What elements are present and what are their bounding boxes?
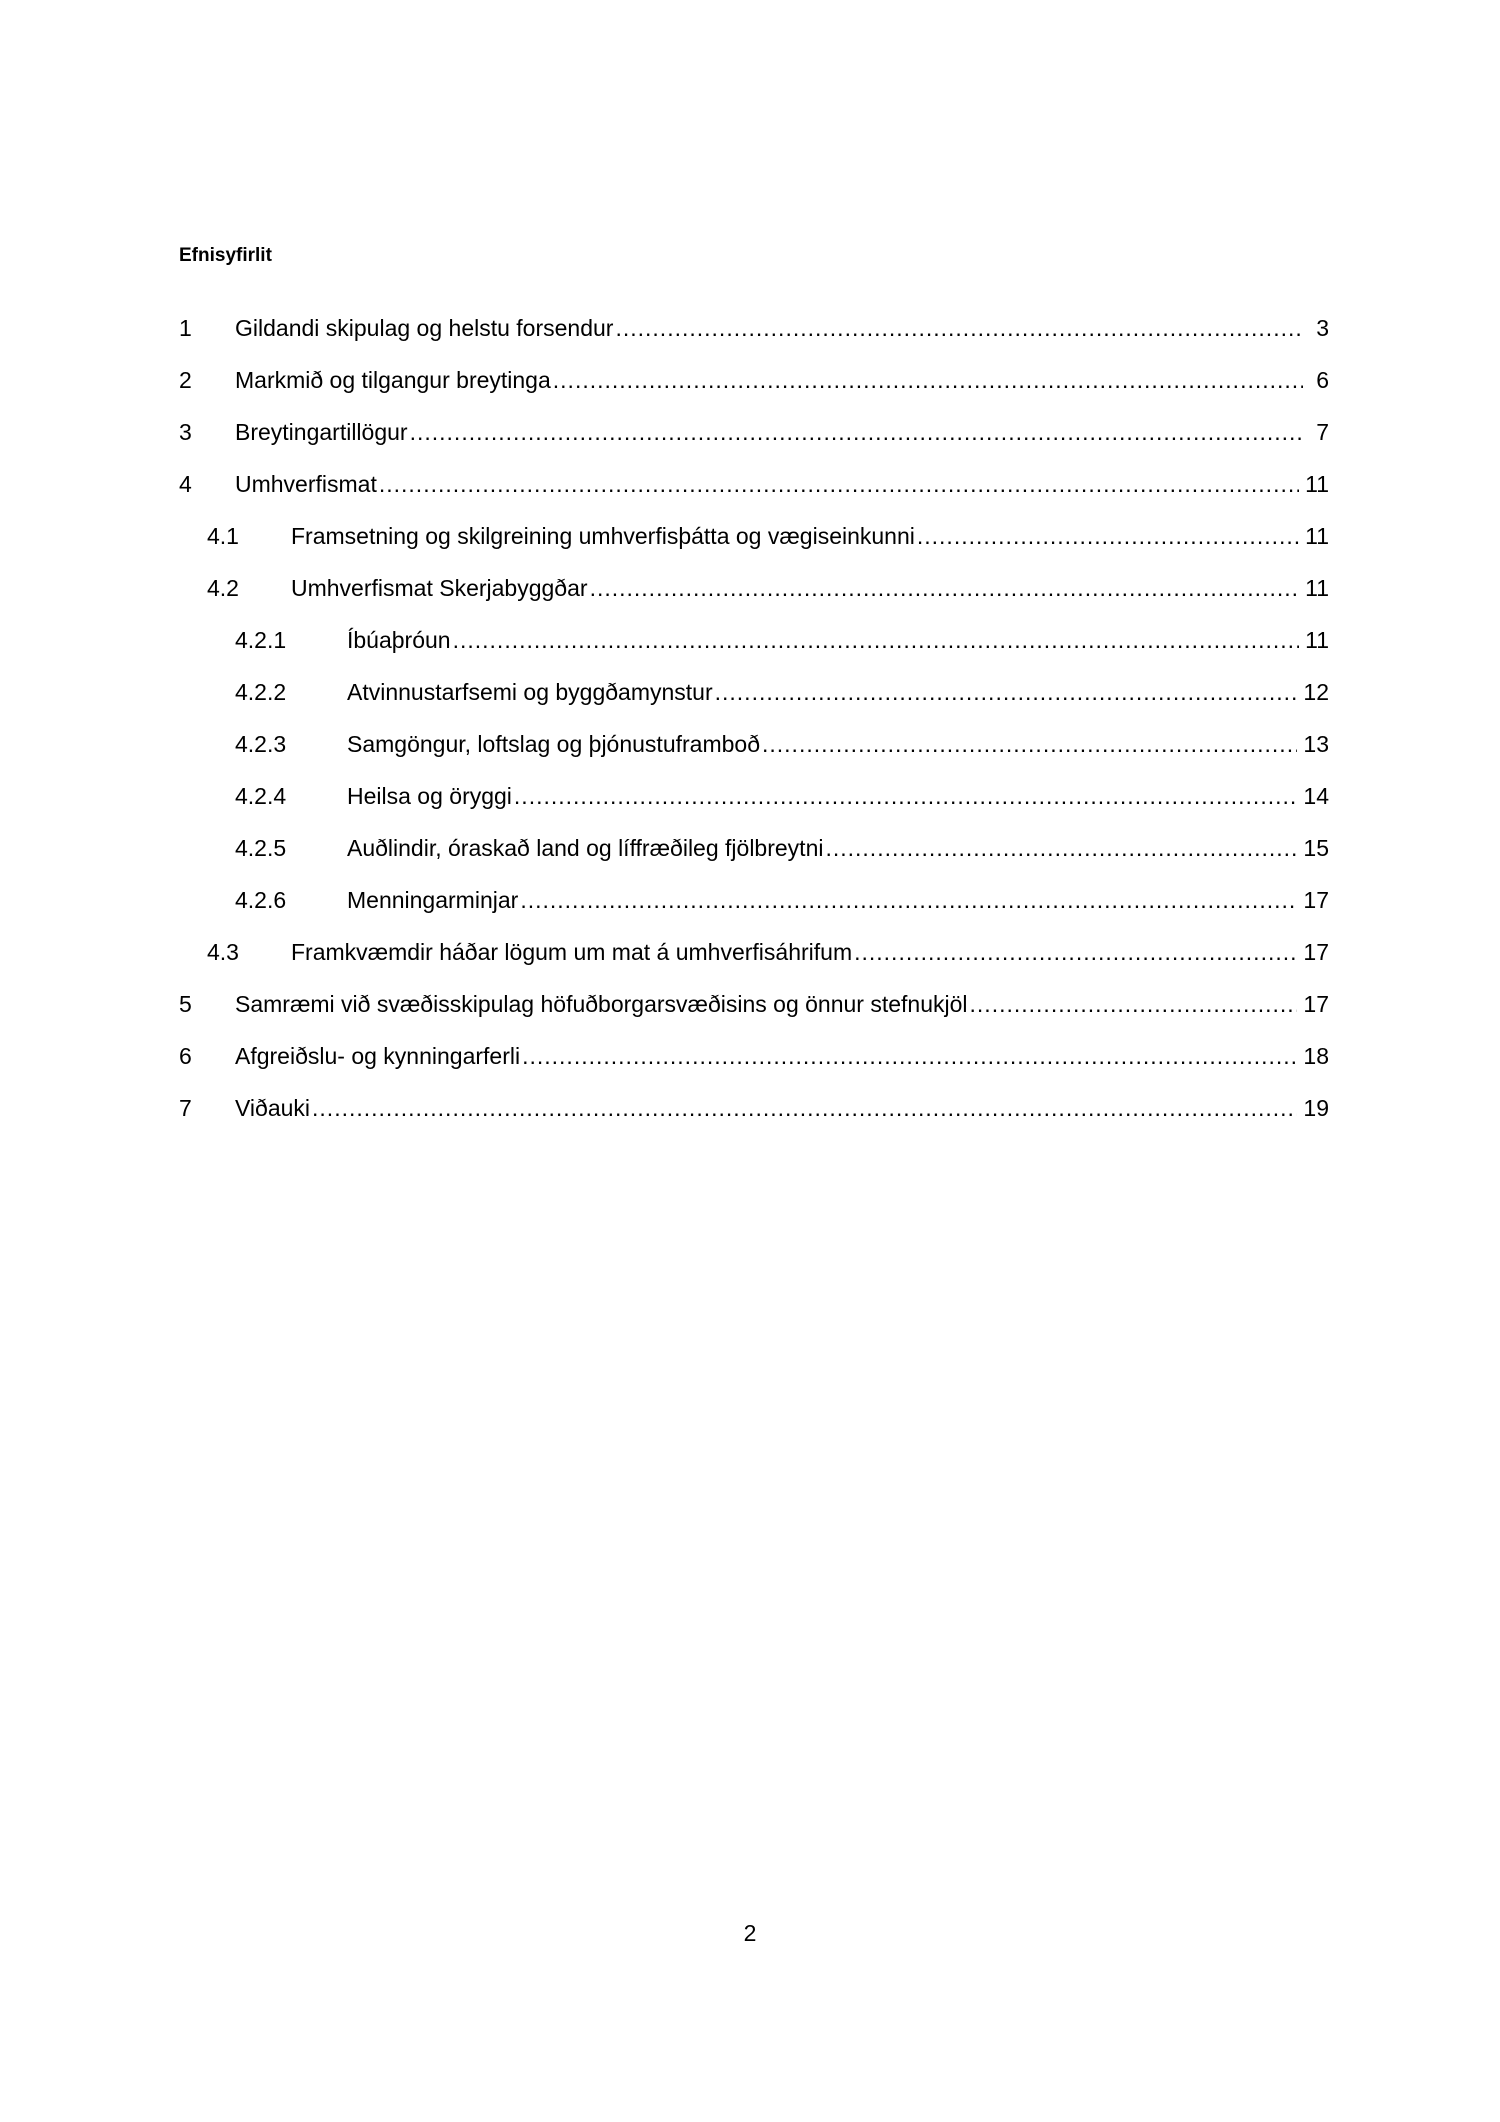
toc-entry-page: 6 [1316,367,1329,393]
toc-entry[interactable] [179,978,1329,1030]
toc-dot-leader [553,365,1303,395]
toc-entry-page: 14 [1303,783,1329,809]
toc-dot-leader [854,937,1297,967]
toc-entry-page: 17 [1303,887,1329,913]
toc-entry-page: 15 [1303,835,1329,861]
toc-entry[interactable] [179,874,1329,926]
toc-dot-leader [825,833,1297,863]
toc-dot-leader [453,625,1300,655]
toc-entry-number: 4.3 [207,939,239,965]
toc-entry-title: Auðlindir, óraskað land og líffræðileg fjölbreytni [347,835,824,861]
toc-entry-number: 4.2.6 [235,887,287,913]
toc-entry-page: 17 [1303,991,1329,1017]
toc-dot-leader [970,989,1298,1019]
toc-entry-title: Framsetning og skilgreining umhverfisþátta og vægiseinkunni [291,523,915,549]
toc-entry-title: Framkvæmdir háðar lögum um mat á umhverfisáhrifum [291,939,853,965]
page-number: 2 [743,1920,757,1946]
toc-entry-page: 11 [1305,523,1329,549]
toc-dot-leader [522,1041,1297,1071]
toc-entry-title: Samgöngur, loftslag og þjónustuframboð [347,731,760,757]
table-of-contents [179,302,1329,1134]
toc-dot-leader [917,521,1299,551]
toc-entry[interactable] [179,1082,1329,1134]
toc-dot-leader [590,573,1300,603]
toc-entry-page: 13 [1303,731,1329,757]
toc-entry-number: 7 [179,1095,192,1121]
toc-entry[interactable] [179,718,1329,770]
toc-entry[interactable] [179,354,1329,406]
toc-entry-page: 12 [1303,679,1329,705]
toc-dot-leader [312,1093,1297,1123]
toc-entry[interactable] [179,666,1329,718]
toc-entry[interactable] [179,1030,1329,1082]
toc-entry-number: 3 [179,419,192,445]
toc-entry-number: 4 [179,471,192,497]
toc-entry-page: 11 [1305,575,1329,601]
toc-entry[interactable] [179,822,1329,874]
toc-heading: Efnisyfirlit [179,245,272,266]
toc-entry-number: 4.2.4 [235,783,287,809]
toc-entry-number: 4.1 [207,523,239,549]
toc-entry-number: 2 [179,367,192,393]
toc-entry-number: 4.2.1 [235,627,287,653]
toc-entry-title: Viðauki [235,1095,311,1121]
toc-dot-leader [514,781,1297,811]
toc-entry-number: 5 [179,991,192,1017]
toc-entry-title: Umhverfismat [235,471,377,497]
toc-entry[interactable] [179,406,1329,458]
toc-entry-title: Samræmi við svæðisskipulag höfuðborgarsvæðisins og önnur stefnukjöl [235,991,968,1017]
toc-entry[interactable] [179,926,1329,978]
toc-entry[interactable] [179,302,1329,354]
toc-entry[interactable] [179,770,1329,822]
toc-entry-title: Breytingartillögur [235,419,408,445]
toc-entry-number: 4.2.3 [235,731,287,757]
toc-entry-number: 6 [179,1043,192,1069]
toc-dot-leader [715,677,1298,707]
toc-entry-title: Afgreiðslu- og kynningarferli [235,1043,521,1069]
toc-entry-page: 17 [1303,939,1329,965]
toc-entry-page: 18 [1303,1043,1329,1069]
toc-entry[interactable] [179,614,1329,666]
toc-entry-title: Umhverfismat Skerjabyggðar [291,575,588,601]
toc-entry-title: Gildandi skipulag og helstu forsendur [235,315,614,341]
toc-entry-page: 11 [1305,471,1329,497]
toc-entry[interactable] [179,562,1329,614]
toc-entry[interactable] [179,510,1329,562]
toc-dot-leader [520,885,1297,915]
toc-entry-number: 4.2.5 [235,835,287,861]
toc-entry-title: Atvinnustarfsemi og byggðamynstur [347,679,713,705]
toc-entry[interactable] [179,458,1329,510]
toc-entry-page: 11 [1305,627,1329,653]
toc-entry-title: Heilsa og öryggi [347,783,512,809]
toc-entry-page: 19 [1303,1095,1329,1121]
toc-entry-title: Markmið og tilgangur breytinga [235,367,551,393]
toc-entry-page: 3 [1316,315,1329,341]
toc-entry-number: 4.2.2 [235,679,287,705]
toc-entry-title: Menningarminjar [347,887,519,913]
toc-entry-page: 7 [1316,419,1329,445]
toc-entry-number: 4.2 [207,575,239,601]
toc-dot-leader [410,417,1303,447]
toc-dot-leader [379,469,1299,499]
toc-dot-leader [762,729,1297,759]
toc-entry-number: 1 [179,315,192,341]
toc-dot-leader [615,313,1303,343]
toc-entry-title: Íbúaþróun [347,627,451,653]
